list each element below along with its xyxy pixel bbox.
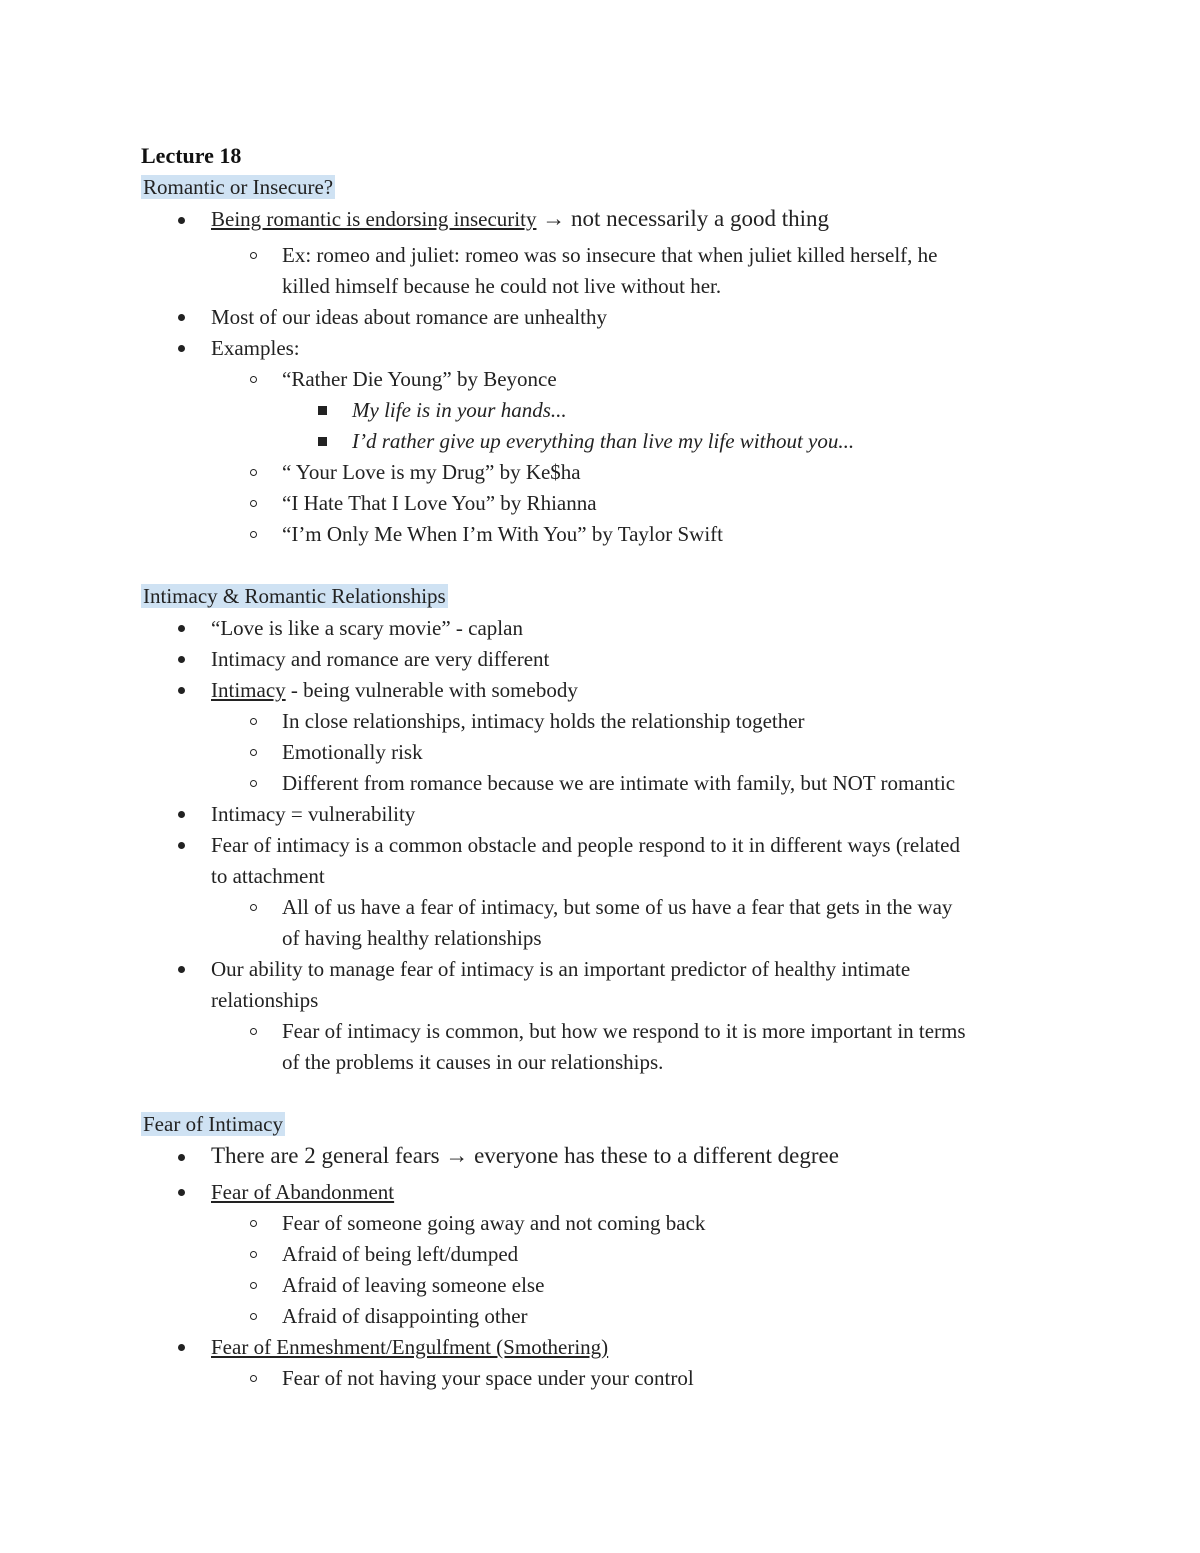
list-item: Emotionally risk [282, 740, 423, 764]
bullet-square [318, 437, 327, 446]
bullet-circle [250, 1282, 257, 1289]
list-item: Afraid of being left/dumped [282, 1242, 519, 1266]
list-item-continuation: relationships [211, 988, 319, 1012]
bullet-circle [250, 252, 257, 259]
bullet-disc [178, 314, 185, 321]
bullet-circle [250, 531, 257, 538]
list-item: All of us have a fear of intimacy, but some of us have a fear that gets in the way [282, 895, 953, 919]
list-item: “Rather Die Young” by Beyonce [282, 367, 557, 391]
bullet-disc [178, 966, 185, 973]
section-heading-fear: Fear of Intimacy [143, 1112, 283, 1136]
bullet-disc [178, 656, 185, 663]
bullet-disc [178, 217, 185, 224]
list-item: Fear of Abandonment [211, 1180, 395, 1204]
bullet-disc [178, 345, 185, 352]
bullet-circle [250, 376, 257, 383]
page-title: Lecture 18 [141, 143, 242, 168]
list-item-continuation: of the problems it causes in our relationships. [282, 1050, 664, 1074]
bullet-square [318, 406, 327, 415]
list-item-continuation: killed himself because he could not live without her. [282, 274, 722, 298]
list-item: “ Your Love is my Drug” by Ke$ha [282, 460, 581, 484]
list-item: My life is in your hands... [352, 398, 567, 422]
bullet-circle [250, 1313, 257, 1320]
bullet-disc [178, 1344, 185, 1351]
list-item: Fear of intimacy is a common obstacle and people respond to it in different ways (related [211, 833, 960, 857]
list-item: Our ability to manage fear of intimacy is an important predictor of healthy intimate [211, 957, 911, 981]
list-item: There are 2 general fears → everyone has these to a different degree [211, 1143, 839, 1168]
list-item: Different from romance because we are intimate with family, but NOT romantic [282, 771, 956, 795]
bullet-circle [250, 1375, 257, 1382]
bullet-circle [250, 749, 257, 756]
list-item: Most of our ideas about romance are unhealthy [211, 305, 607, 329]
list-item: Fear of someone going away and not coming back [282, 1211, 706, 1235]
section-heading-intimacy: Intimacy & Romantic Relationships [143, 584, 446, 608]
list-item: Afraid of leaving someone else [282, 1273, 545, 1297]
list-item: Intimacy and romance are very different [211, 647, 550, 671]
bullet-circle [250, 904, 257, 911]
bullet-circle [250, 469, 257, 476]
list-item: Examples: [211, 336, 300, 360]
list-item: Fear of intimacy is common, but how we respond to it is more important in terms [282, 1019, 966, 1043]
list-item: Fear of not having your space under your control [282, 1366, 694, 1390]
list-item: Ex: romeo and juliet: romeo was so insecure that when juliet killed herself, he [282, 243, 938, 267]
bullet-circle [250, 718, 257, 725]
list-item: “I’m Only Me When I’m With You” by Taylor Swift [282, 522, 723, 546]
list-item: In close relationships, intimacy holds the relationship together [282, 709, 805, 733]
list-item: I’d rather give up everything than live my life without you... [352, 429, 855, 453]
list-item: Being romantic is endorsing insecurity → not necessarily a good thing [211, 206, 830, 231]
bullet-circle [250, 500, 257, 507]
bullet-disc [178, 687, 185, 694]
bullet-circle [250, 780, 257, 787]
list-item-continuation: of having healthy relationships [282, 926, 542, 950]
section-heading-romantic: Romantic or Insecure? [143, 175, 334, 199]
bullet-circle [250, 1220, 257, 1227]
bullet-disc [178, 625, 185, 632]
list-item: Fear of Enmeshment/Engulfment (Smothering) [211, 1335, 609, 1359]
bullet-circle [250, 1028, 257, 1035]
list-item: “I Hate That I Love You” by Rhianna [282, 491, 597, 515]
list-item-continuation: to attachment [211, 864, 325, 888]
bullet-circle [250, 1251, 257, 1258]
list-item: Afraid of disappointing other [282, 1304, 528, 1328]
list-item: Intimacy = vulnerability [211, 802, 416, 826]
list-item: Intimacy - being vulnerable with somebody [211, 678, 578, 702]
bullet-disc [178, 842, 185, 849]
bullet-disc [178, 1154, 185, 1161]
bullet-disc [178, 811, 185, 818]
bullet-disc [178, 1189, 185, 1196]
list-item: “Love is like a scary movie” - caplan [211, 616, 523, 640]
